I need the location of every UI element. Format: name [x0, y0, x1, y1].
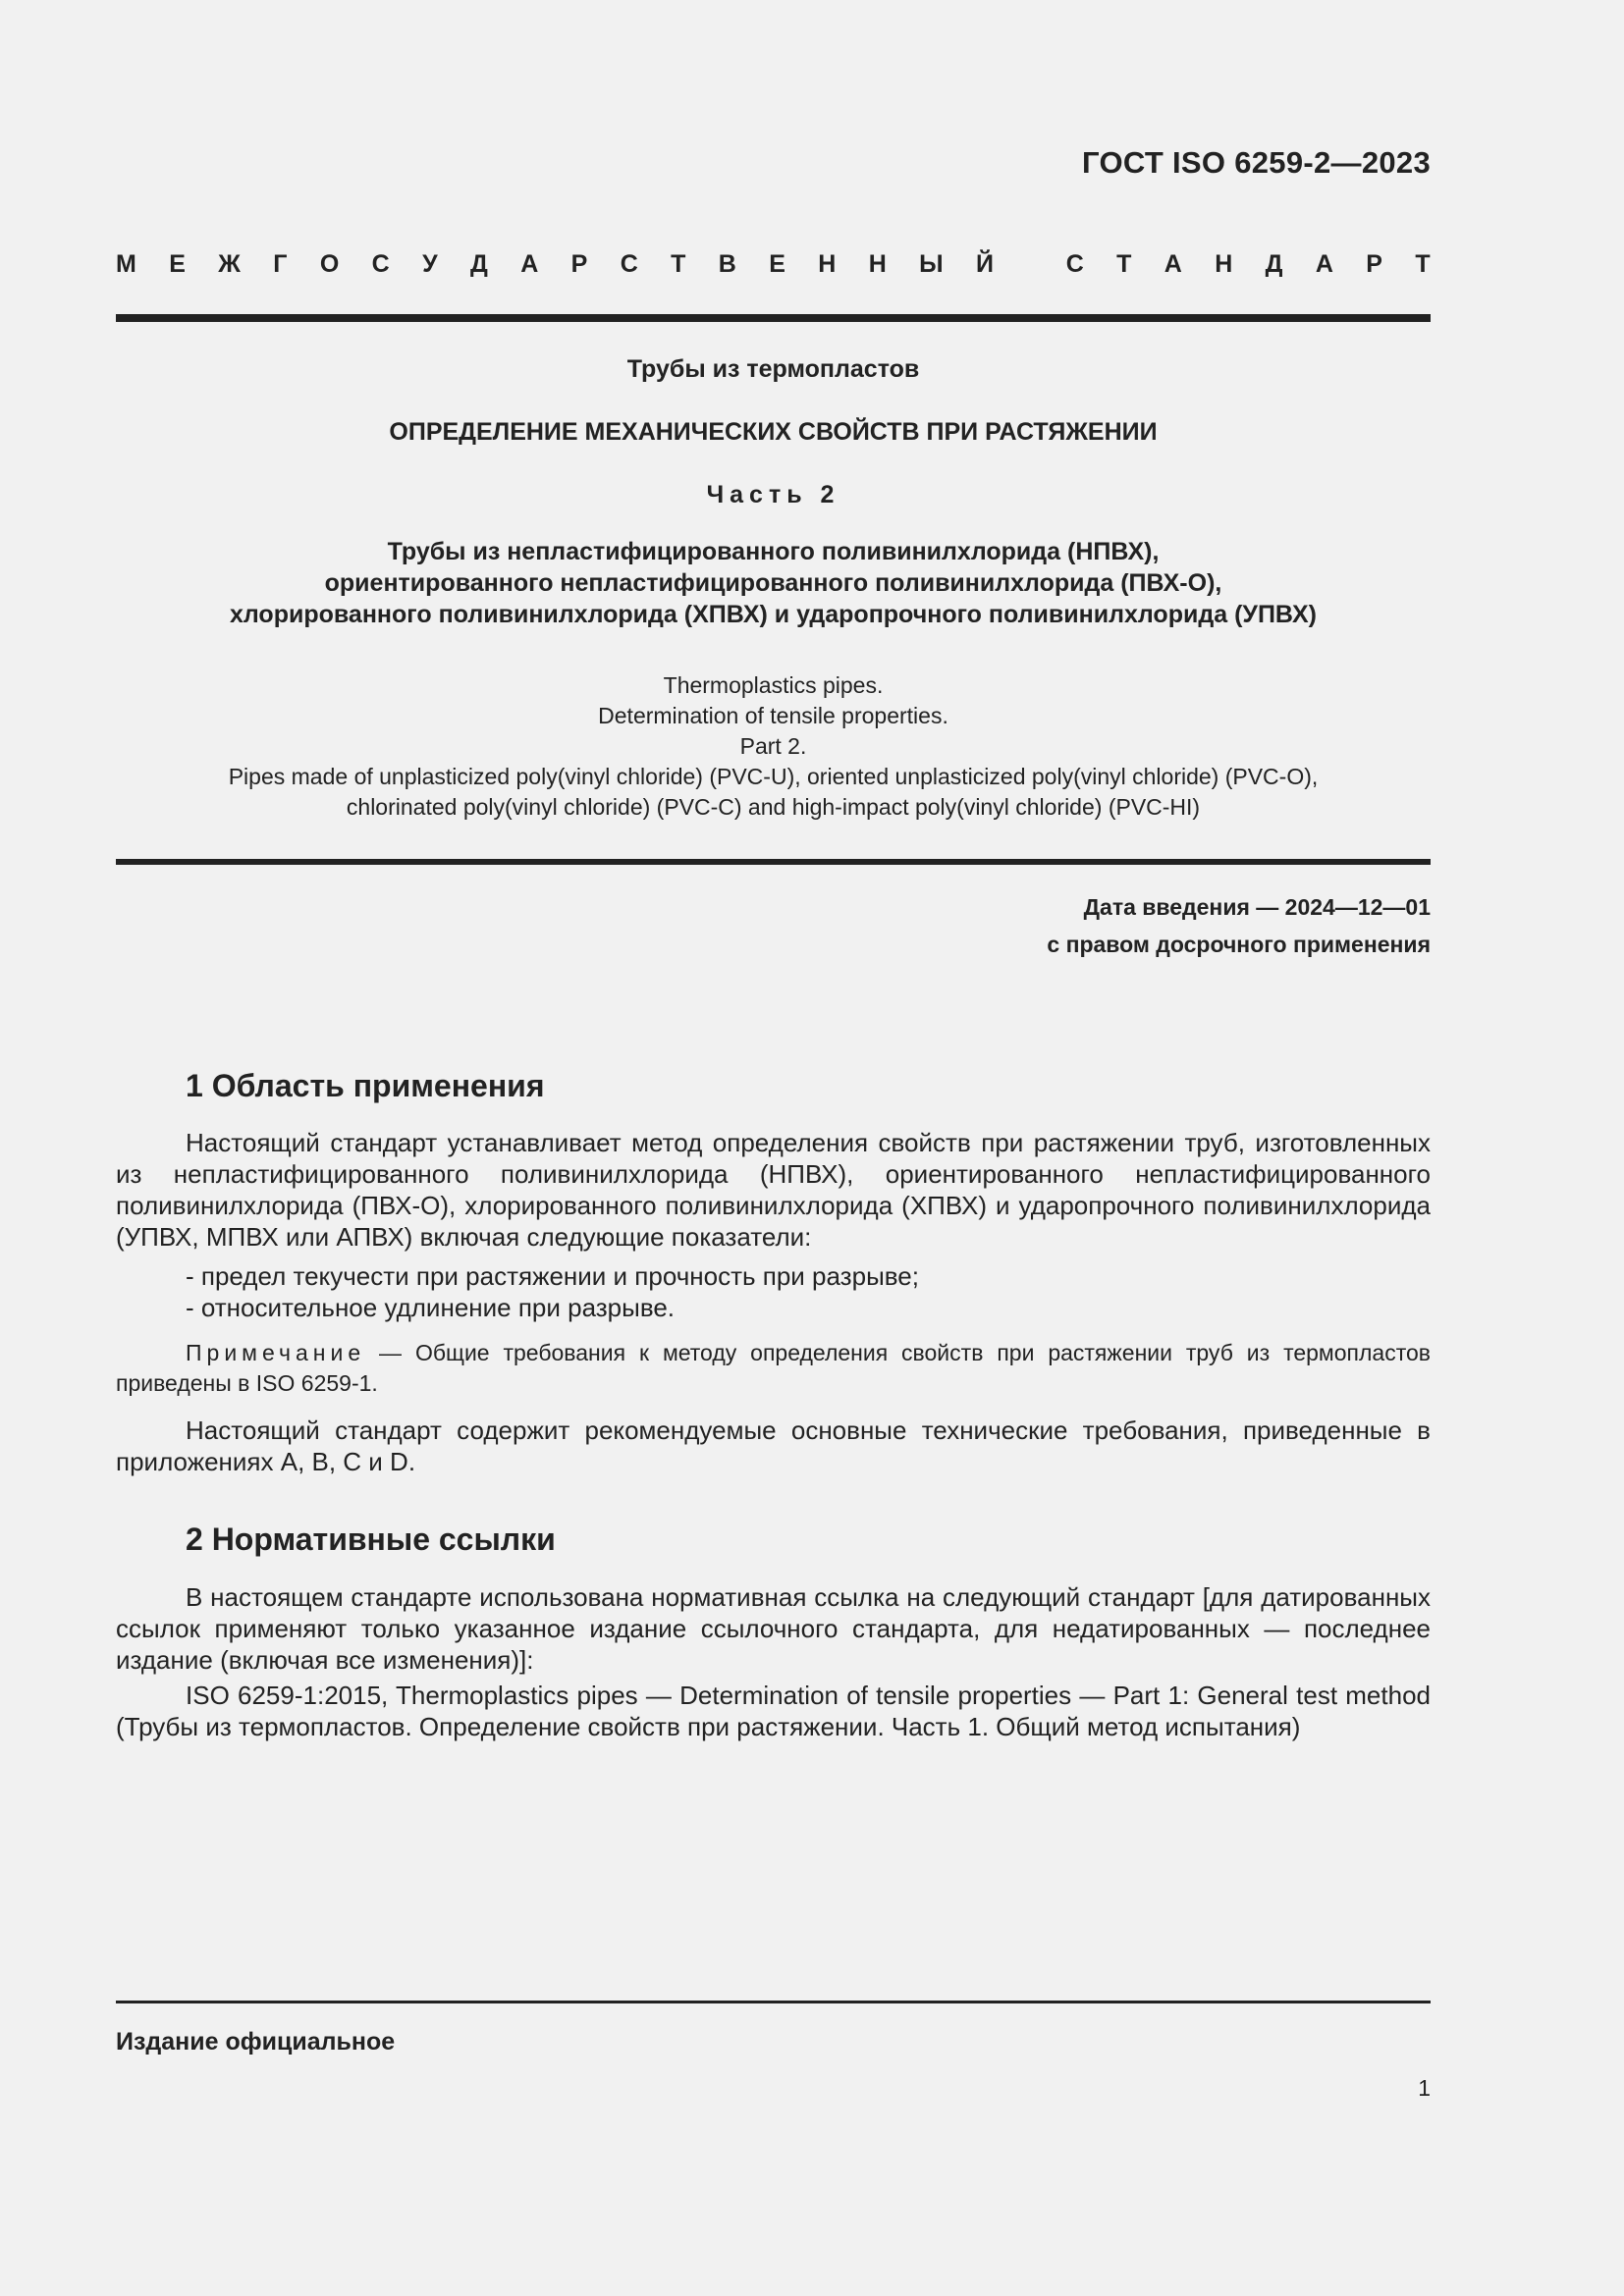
title-line-1: Трубы из термопластов [626, 355, 920, 383]
interstate-letter: Е [169, 250, 186, 278]
interstate-letter: Ы [919, 250, 944, 278]
interstate-letter: Н [868, 250, 887, 278]
title-line-4: Трубы из непластифицированного поливинилхлорида (НПВХ), ориентированного непластифицированного поливинилхлорида (ПВХ-О), хлорированного поливинилхлорида (ХПВХ) и ударопрочного поливинилхлорида (УПВХ) [229, 538, 1318, 628]
english-title: Thermoplastics pipes. Determination of tensile properties. Part 2. Pipes made of unplasticized poly(vinyl chloride) (PVC-U), oriented unplasticized poly(vinyl chloride) (PVC-O), chlorinated poly(vinyl chloride) (PVC-C) and high-impact poly(vinyl chloride) (PVC-HI) [228, 672, 1319, 820]
note-text: — Общие требования к методу определения свойств при растяжении труб из термопластов приведены в ISO 6259-1. [116, 1340, 1431, 1396]
interstate-letter: Т [1116, 250, 1132, 278]
interstate-letter: Н [1215, 250, 1233, 278]
interstate-letter: Г [273, 250, 288, 278]
interstate-letter: А [520, 250, 539, 278]
middle-rule [116, 859, 1431, 865]
dates-block [1047, 888, 1431, 963]
interstate-standard-heading [116, 250, 1431, 279]
section-1-paragraph-1: Настоящий стандарт устанавливает метод определения свойств при растяжении труб, изготовленных из непластифицированного поливинилхлорида (НПВХ), ориентированного непластифицированного поливинилхлорида (ПВХ-О), хлорированного поливинилхлорида (ХПВХ) и ударопрочного поливинилхлорида (УПВХ, МПВХ или АПВХ) включая следующие показатели: [116, 1128, 1431, 1252]
interstate-letter: Д [470, 250, 488, 278]
note [116, 1338, 1431, 1399]
section-1-heading: 1 Область применения [186, 1068, 545, 1103]
interstate-letter: Й [976, 250, 994, 278]
interstate-letter: А [1164, 250, 1182, 278]
title-part: Часть 2 [706, 481, 840, 508]
section-1-paragraph-2: Настоящий стандарт содержит рекомендуемые основные технические требования, приведенные в приложениях A, B, C и D. [116, 1415, 1431, 1476]
interstate-letter [1026, 250, 1033, 279]
standard-number: ГОСТ ISO 6259-2—2023 [1082, 145, 1431, 180]
interstate-letter: Ж [218, 250, 241, 278]
interstate-letter: Д [1265, 250, 1283, 278]
section-2-heading: 2 Нормативные ссылки [186, 1522, 556, 1557]
list-item: - относительное удлинение при разрыве. [186, 1293, 676, 1322]
interstate-letter: Е [769, 250, 785, 278]
official-edition: Издание официальное [116, 2028, 396, 2056]
interstate-letter: А [1315, 250, 1333, 278]
interstate-letter: У [422, 250, 438, 278]
note-label: Примечание [186, 1340, 366, 1365]
title-line-2: ОПРЕДЕЛЕНИЕ МЕХАНИЧЕСКИХ СВОЙСТВ ПРИ РАСТЯЖЕНИИ [389, 418, 1158, 446]
interstate-letter: С [1065, 250, 1084, 278]
interstate-letter: Р [1366, 250, 1382, 278]
interstate-letter: М [116, 250, 136, 278]
title-block [116, 351, 1431, 630]
interstate-letter: В [718, 250, 736, 278]
interstate-letter: С [371, 250, 390, 278]
interstate-letter: Н [818, 250, 837, 278]
interstate-letter: С [620, 250, 638, 278]
interstate-letter: Т [1415, 250, 1431, 278]
section-2-paragraph-2: ISO 6259-1:2015, Thermoplastics pipes — Determination of tensile properties — Part 1: General test method (Трубы из термопластов. Определение свойств при растяжении. Часть 1. Общий метод испытания) [116, 1681, 1431, 1741]
page-number: 1 [1418, 2075, 1431, 2101]
footer-rule [116, 2001, 1431, 2003]
introduction-date: Дата введения — 2024—12—01 [1083, 894, 1431, 920]
top-rule [116, 314, 1431, 322]
interstate-letter: Р [570, 250, 588, 278]
interstate-letter: Т [671, 250, 686, 278]
list-item: - предел текучести при растяжении и прочность при разрыве; [186, 1261, 919, 1291]
interstate-letter: О [319, 250, 340, 278]
early-application: с правом досрочного применения [1047, 932, 1431, 957]
section-2-paragraph-1: В настоящем стандарте использована нормативная ссылка на следующий стандарт [для датированных ссылок применяют только указанное издание ссылочного стандарта, для недатированных — последнее издание (включая все изменения)]: [116, 1582, 1431, 1675]
